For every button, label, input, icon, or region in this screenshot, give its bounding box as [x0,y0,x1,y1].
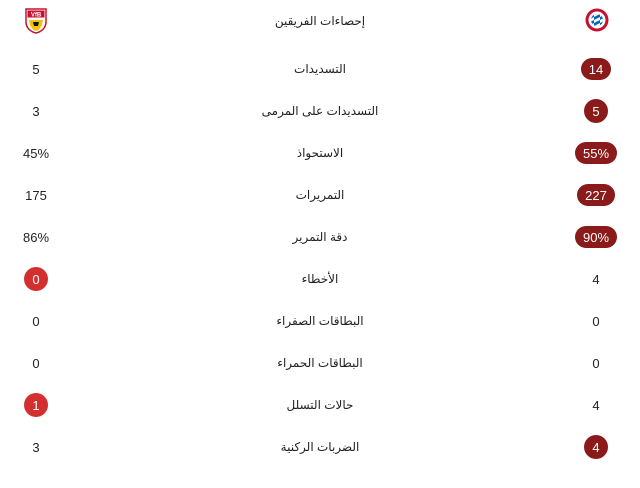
stats-header [0,0,640,42]
stat-row-pass-accuracy [0,216,640,258]
stat-left-value: 86% [22,229,50,245]
stat-right-value: 4 [592,397,600,413]
stat-right-value: 0 [592,355,600,371]
stat-right-value: 0 [592,313,600,329]
stat-right-value: 90% [575,226,617,248]
stat-row-red-cards [0,342,640,384]
stat-label: البطاقات الحمراء [277,356,363,370]
stat-right-value: 227 [577,184,615,206]
stat-row-passes [0,174,640,216]
stat-right-value: 14 [581,58,611,80]
stat-row-shots-on-target [0,90,640,132]
stat-row-possession [0,132,640,174]
stat-left-value: 3 [32,439,40,455]
stat-left-value: 175 [25,187,47,203]
stat-left-value: 0 [32,313,40,329]
svg-text:VfB: VfB [30,12,42,19]
bayern-munich-crest-icon [585,8,609,32]
stat-label: الأخطاء [301,272,339,286]
stat-left-value: 5 [32,61,40,77]
stat-label: دقة التمرير [292,230,348,244]
stat-label: الاستحواذ [296,146,344,160]
stat-row-corners [0,426,640,468]
stat-right-value: 4 [592,271,600,287]
vfb-stuttgart-crest-icon [25,8,47,34]
stat-row-yellow-cards [0,300,640,342]
stat-label: البطاقات الصفراء [276,314,364,328]
stat-label: التسديدات [294,62,346,76]
stat-left-value: 3 [32,103,40,119]
stat-row-offsides [0,384,640,426]
stat-left-value: 0 [32,355,40,371]
stat-row-shots [0,48,640,90]
stat-right-value: 5 [584,99,608,123]
stat-right-value: 55% [575,142,617,164]
stat-left-value: 1 [24,393,48,417]
stat-label: الضربات الركنية [280,440,360,454]
stat-label: حالات التسلل [286,398,354,412]
page-title: إحصاءات الفريقين [274,14,366,28]
stat-label: التسديدات على المرمى [261,104,379,118]
stat-label: التمريرات [295,188,345,202]
stat-row-fouls [0,258,640,300]
stat-left-value: 45% [22,145,50,161]
stat-right-value: 4 [584,435,608,459]
stat-left-value: 0 [24,267,48,291]
